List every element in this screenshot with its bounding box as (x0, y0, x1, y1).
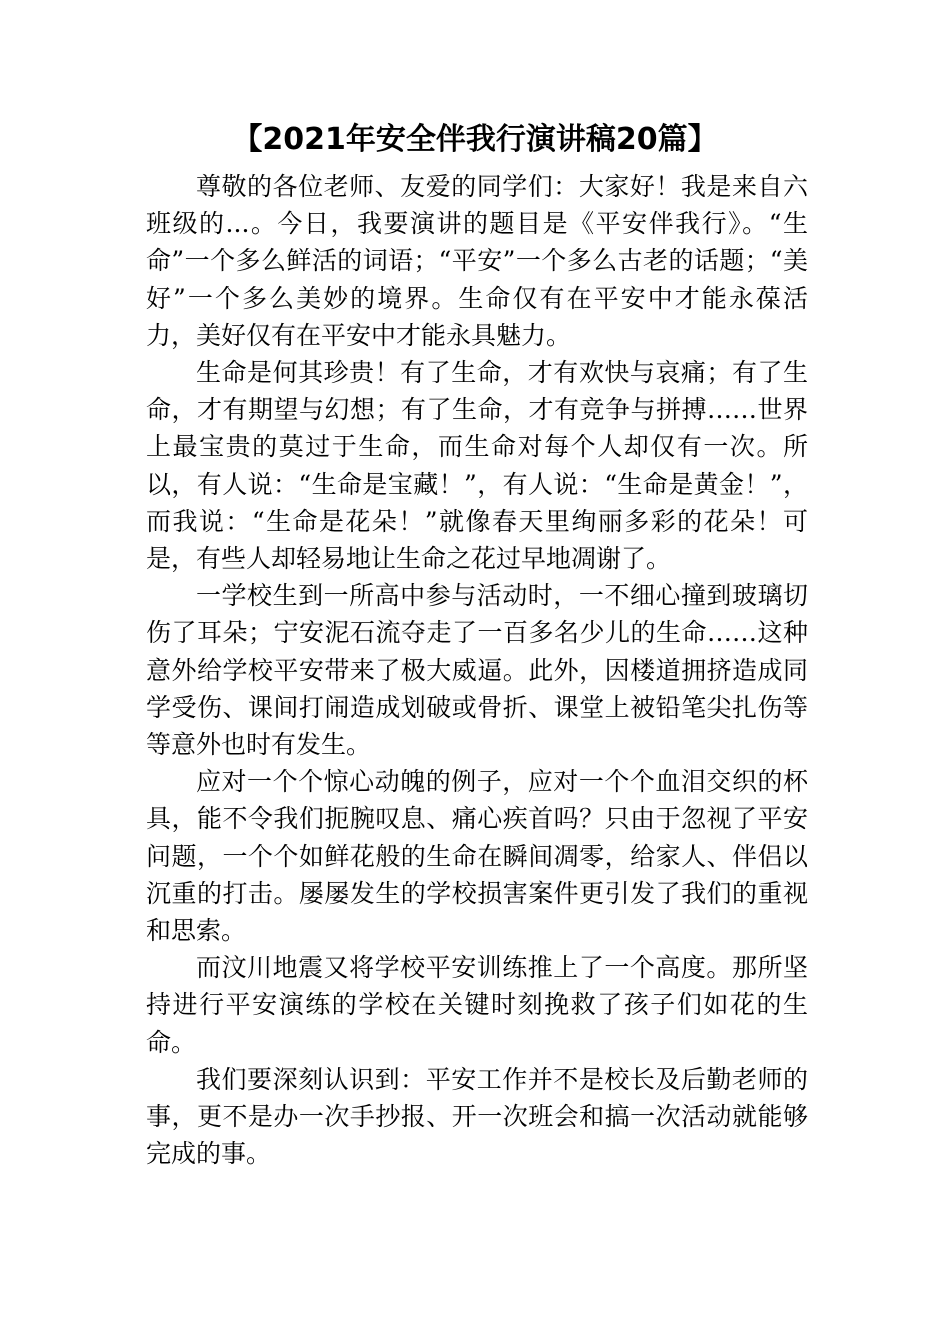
paragraph-5: 而汶川地震又将学校平安训练推上了一个高度。那所坚持进行平安演练的学校在关键时刻挽救了孩子们如花的生命。 (146, 953, 808, 1057)
paragraph-6: 我们要深刻认识到：平安工作并不是校长及后勤老师的事，更不是办一次手抄报、开一次班会和搞一次活动就能够完成的事。 (146, 1064, 808, 1169)
paragraph-3: 一学校生到一所高中参与活动时，一不细心撞到玻璃切伤了耳朵；宁安泥石流夺走了一百多名少儿的生命……这种意外给学校平安带来了极大威逼。此外，因楼道拥挤造成同学受伤、课间打闹造成划破或骨折、课堂上被铅笔尖扎伤等等意外也时有发生。 (146, 581, 808, 760)
paragraph-4: 应对一个个惊心动魄的例子，应对一个个血泪交织的杯具，能不令我们扼腕叹息、痛心疾首吗？只由于忽视了平安问题，一个个如鲜花般的生命在瞬间凋零，给家人、伴侣以沉重的打击。屡屡发生的学校损害案件更引发了我们的重视和思索。 (146, 767, 808, 946)
paragraph-2: 生命是何其珍贵！有了生命，才有欢快与哀痛；有了生命，才有期望与幻想；有了生命，才有竞争与拼搏……世界上最宝贵的莫过于生命，而生命对每个人却仅有一次。所以，有人说：“生命是宝藏！”，有人说：“生命是黄金！”，而我说：“生命是花朵！”就像春天里绚丽多彩的花朵！可是，有些人却轻易地让生命之花过早地凋谢了。 (146, 358, 808, 574)
document-body (146, 168, 808, 1172)
document-title: 【2021年安全伴我行演讲稿20篇】 (232, 122, 718, 157)
paragraph-1: 尊敬的各位老师、友爱的同学们：大家好！我是来自六班级的...。今日，我要演讲的题目是《平安伴我行》。“生命”一个多么鲜活的词语；“平安”一个多么古老的话题；“美好”一个多么美妙的境界。生命仅有在平安中才能永葆活力，美好仅有在平安中才能永具魅力。 (146, 172, 808, 350)
